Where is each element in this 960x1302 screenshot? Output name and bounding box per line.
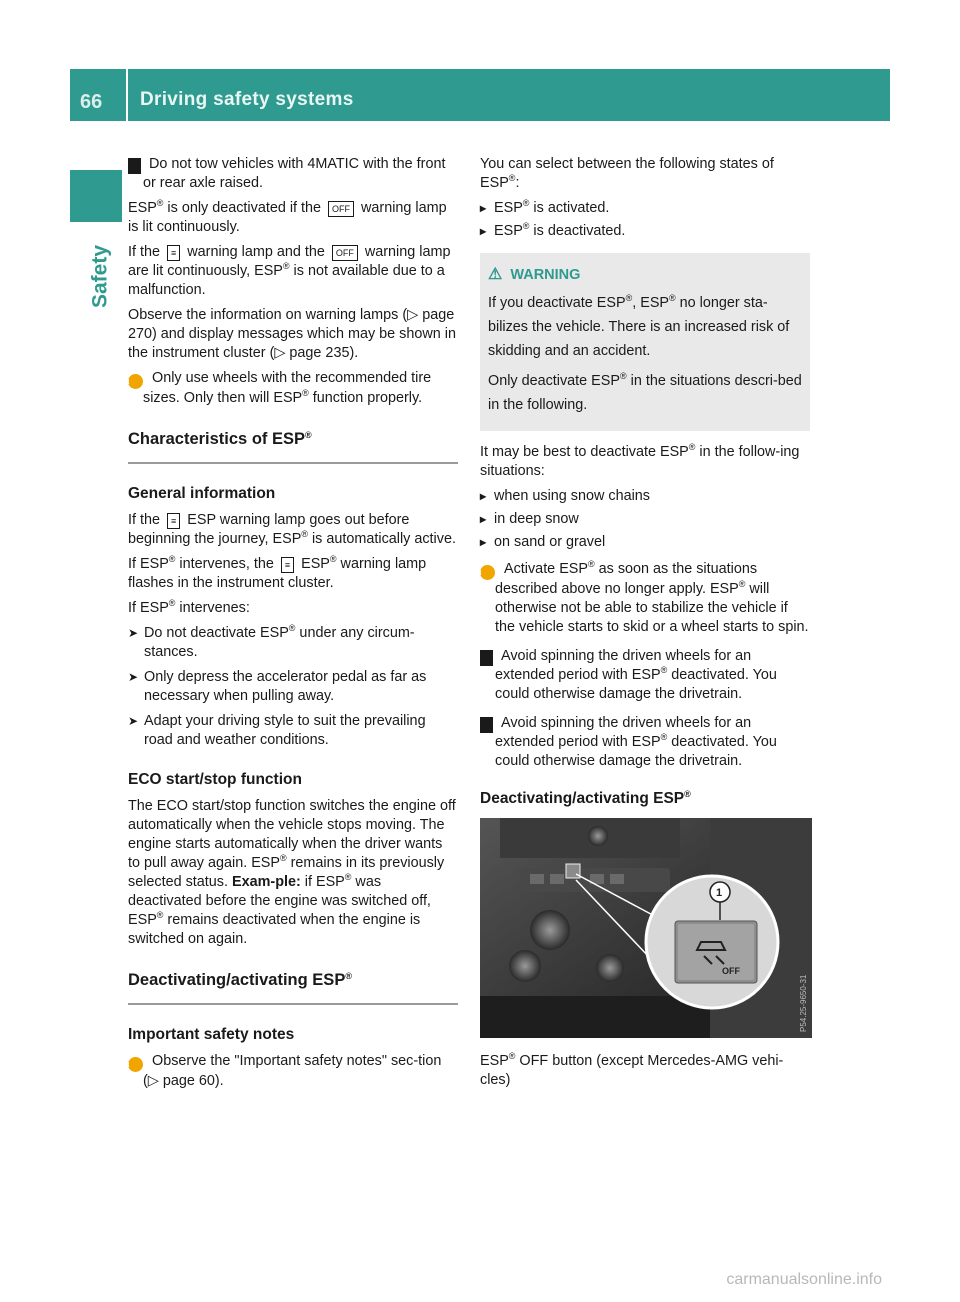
info-tires: i Only use wheels with the recommended tire sizes. Only then will ESP® function properly. [126, 370, 432, 406]
notice-icon: ! [480, 717, 493, 733]
para-intervenes: If ESP® intervenes, the ≡ ESP® warning lamp flashes in the instrument cluster. [128, 554, 427, 591]
notice-tow: ! Do not tow vehicles with 4MATIC with the front or rear axle raised. [124, 156, 446, 191]
info-icon: i [128, 374, 143, 389]
page-number: 66 [80, 91, 103, 113]
heading-deactivating-right: Deactivating/activating ESP® [480, 789, 691, 807]
page-title: Driving safety systems [140, 89, 354, 110]
notice-spinning: ! Avoid spinning the driven wheels for an extended period with ESP® deactivated. You could otherwise damage the drivetrain. [476, 715, 777, 769]
section-label: Safety [88, 244, 112, 309]
esp-warning-icon: ≡ [167, 513, 180, 529]
heading-general: General information [128, 485, 276, 502]
right-column [476, 155, 810, 1096]
esp-button-photo [480, 818, 812, 1038]
list-item: ▸ on sand or gravel [480, 533, 810, 552]
list-item: ▸ ESP® is activated. [480, 199, 810, 218]
para-lamp-out: If the ≡ ESP warning lamp goes out before beginning the journey, ESP® is automatically active. [128, 512, 456, 547]
image-code: P54.25-9650-31 [799, 974, 808, 1032]
heading-deactivating: Deactivating/activating ESP® [128, 971, 458, 1005]
para-situations: It may be best to deactivate ESP® in the follow-ing situations: [480, 442, 800, 479]
list-item: ▸ ESP® is deactivated. [480, 222, 810, 241]
para-malfunction: If the ≡ warning lamp and the OFF warning lamp are lit continuously, ESP® is not available due to a malfunction. [128, 244, 451, 298]
info-icon: i [480, 565, 495, 580]
heading-safety-notes: Important safety notes [128, 1026, 295, 1043]
list-item: ▸ in deep snow [480, 510, 810, 529]
info-activate: i Activate ESP® as soon as the situations described above no longer apply. ESP® will otherwise not be able to stabilize the vehicle if the vehicle starts to skid or a wheel starts to spin. [478, 559, 809, 635]
section-tab [70, 170, 122, 222]
watermark: carmanualsonline.info [726, 1271, 882, 1288]
warning-heading: ⚠ WARNING [488, 263, 802, 287]
esp-off-warning-icon: OFF [332, 245, 358, 261]
esp-off-warning-icon: OFF [328, 201, 354, 217]
notice-icon: ! [480, 650, 493, 666]
dashboard-illustration [480, 818, 812, 1038]
para-warning-lamps: Observe the information on warning lamps (▷ page 270) and display messages which may be shown in the instrument cluster (▷ page 235). [128, 307, 456, 361]
warning-box [480, 253, 810, 431]
esp-warning-icon: ≡ [281, 557, 294, 573]
notice-icon: ! [128, 158, 141, 174]
esp-off-button-label: OFF [722, 966, 740, 976]
heading-eco: ECO start/stop function [128, 771, 302, 788]
instruction-item: ➤ Do not deactivate ESP® under any circum-stances. [128, 624, 458, 662]
instruction-item: ➤ Only depress the accelerator pedal as far as necessary when pulling away. [128, 668, 458, 706]
header-divider [126, 69, 128, 121]
list-item: ▸ when using snow chains [480, 487, 810, 506]
notice-spinning: ! Avoid spinning the driven wheels for an extended period with ESP® deactivated. You could otherwise damage the drivetrain. [476, 648, 777, 702]
page-header [70, 69, 890, 121]
para-if-intervenes: If ESP® intervenes: [128, 598, 250, 616]
warning-text: Only deactivate ESP® in the situations descri-bed in the following. [488, 371, 802, 413]
warning-text: If you deactivate ESP®, ESP® no longer sta-bilizes the vehicle. There is an increased risk of skidding and an accident. [488, 293, 790, 359]
photo-caption: ESP® OFF button (except Mercedes-AMG vehi-cles) [480, 1051, 784, 1088]
heading-characteristics: Characteristics of ESP® [128, 430, 458, 464]
para-esp-deactivated: ESP® is only deactivated if the OFF warning lamp is lit continuously. [128, 198, 447, 235]
info-safety-notes: i Observe the "Important safety notes" sec-tion (▷ page 60). [126, 1053, 442, 1089]
info-icon: i [128, 1057, 143, 1072]
warning-triangle-icon: ⚠ [488, 266, 503, 283]
para-states: You can select between the following states of ESP®: [480, 156, 774, 191]
instruction-item: ➤ Adapt your driving style to suit the prevailing road and weather conditions. [128, 712, 458, 750]
esp-warning-icon: ≡ [167, 245, 180, 261]
left-column [124, 155, 458, 1097]
callout-number: 1 [716, 887, 723, 899]
para-eco: The ECO start/stop function switches the engine off automatically when the vehicle stops moving. The engine starts automatically when the driver wants to pull away again. ESP® remains in its previously selected status. Exam-ple: if ESP® was deactivated before the engine was switched off, ESP® remains deactivated when the engine is switched on again. [128, 798, 456, 947]
